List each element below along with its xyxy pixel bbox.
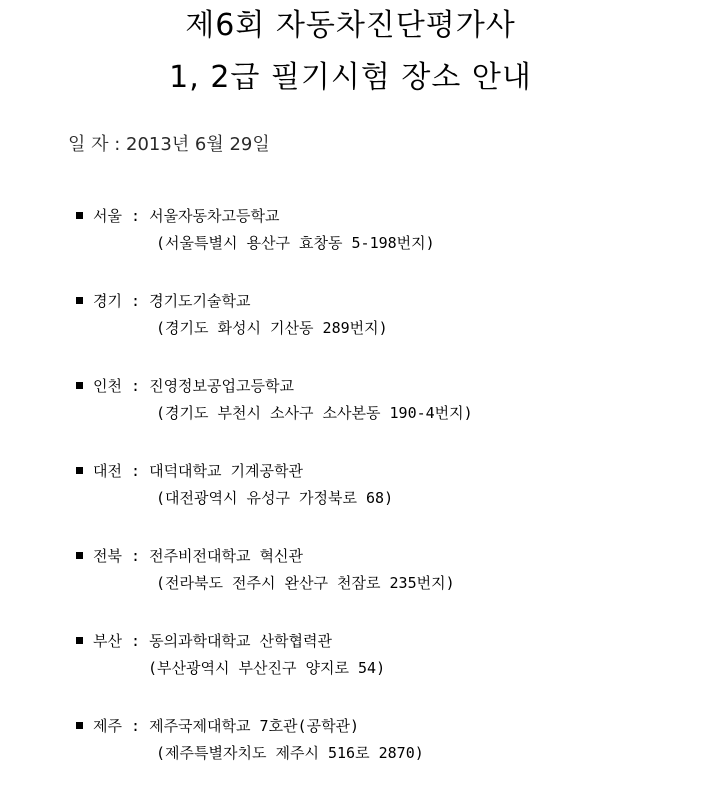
venue-item-jeonbuk: 전북 : 전주비전대학교 혁신관 (전라북도 전주시 완산구 천잠로 235번지) [76, 545, 696, 630]
square-bullet-icon [76, 467, 83, 474]
venue-region: 인천 [93, 377, 122, 395]
venue-school: 대덕대학교 기계공학관 [149, 462, 304, 480]
venue-school: 동의과학대학교 산학협력관 [149, 632, 332, 650]
venue-item-busan: 부산 : 동의과학대학교 산학협력관 (부산광역시 부산진구 양지로 54) [76, 630, 696, 715]
venue-address: (제주특별자치도 제주시 516로 2870) [156, 744, 424, 762]
venue-item-gyeonggi: 경기 : 경기도기술학교 (경기도 화성시 기산동 289번지) [76, 290, 696, 375]
venue-school: 진영정보공업고등학교 [149, 377, 294, 395]
square-bullet-icon [76, 382, 83, 389]
venue-item-incheon: 인천 : 진영정보공업고등학교 (경기도 부천시 소사구 소사본동 190-4번지) [76, 375, 696, 460]
venue-region: 서울 [93, 207, 122, 225]
square-bullet-icon [76, 637, 83, 644]
venue-region: 제주 [93, 717, 122, 735]
venue-school: 경기도기술학교 [149, 292, 251, 310]
venue-address: (서울특별시 용산구 효창동 5-198번지) [156, 234, 435, 252]
venue-region: 부산 [93, 632, 122, 650]
venue-address: (대전광역시 유성구 가정북로 68) [156, 489, 394, 507]
venue-item-jeju: 제주 : 제주국제대학교 7호관(공학관) (제주특별자치도 제주시 516로 2870) [76, 715, 696, 800]
venue-address: (경기도 화성시 기산동 289번지) [156, 319, 388, 337]
venue-region: 경기 [93, 292, 122, 310]
square-bullet-icon [76, 722, 83, 729]
venue-address: (부산광역시 부산진구 양지로 54) [148, 659, 386, 677]
venue-school: 전주비전대학교 혁신관 [149, 547, 304, 565]
venue-list [76, 205, 696, 800]
venue-school: 서울자동차고등학교 [149, 207, 280, 225]
venue-address: (전라북도 전주시 완산구 천잠로 235번지) [156, 574, 455, 592]
square-bullet-icon [76, 552, 83, 559]
document-title-line2: 1, 2급 필기시험 장소 안내 [169, 60, 532, 95]
square-bullet-icon [76, 297, 83, 304]
venue-item-daejeon: 대전 : 대덕대학교 기계공학관 (대전광역시 유성구 가정북로 68) [76, 460, 696, 545]
venue-item-seoul: 서울 : 서울자동차고등학교 (서울특별시 용산구 효창동 5-198번지) [76, 205, 696, 290]
venue-region: 대전 [93, 462, 122, 480]
venue-school: 제주국제대학교 7호관(공학관) [149, 717, 360, 735]
exam-date: 일 자 : 2013년 6월 29일 [68, 134, 270, 155]
venue-region: 전북 [93, 547, 122, 565]
square-bullet-icon [76, 212, 83, 219]
venue-address: (경기도 부천시 소사구 소사본동 190-4번지) [156, 404, 473, 422]
document-title-line1: 제6회 자동차진단평가사 [185, 8, 516, 43]
